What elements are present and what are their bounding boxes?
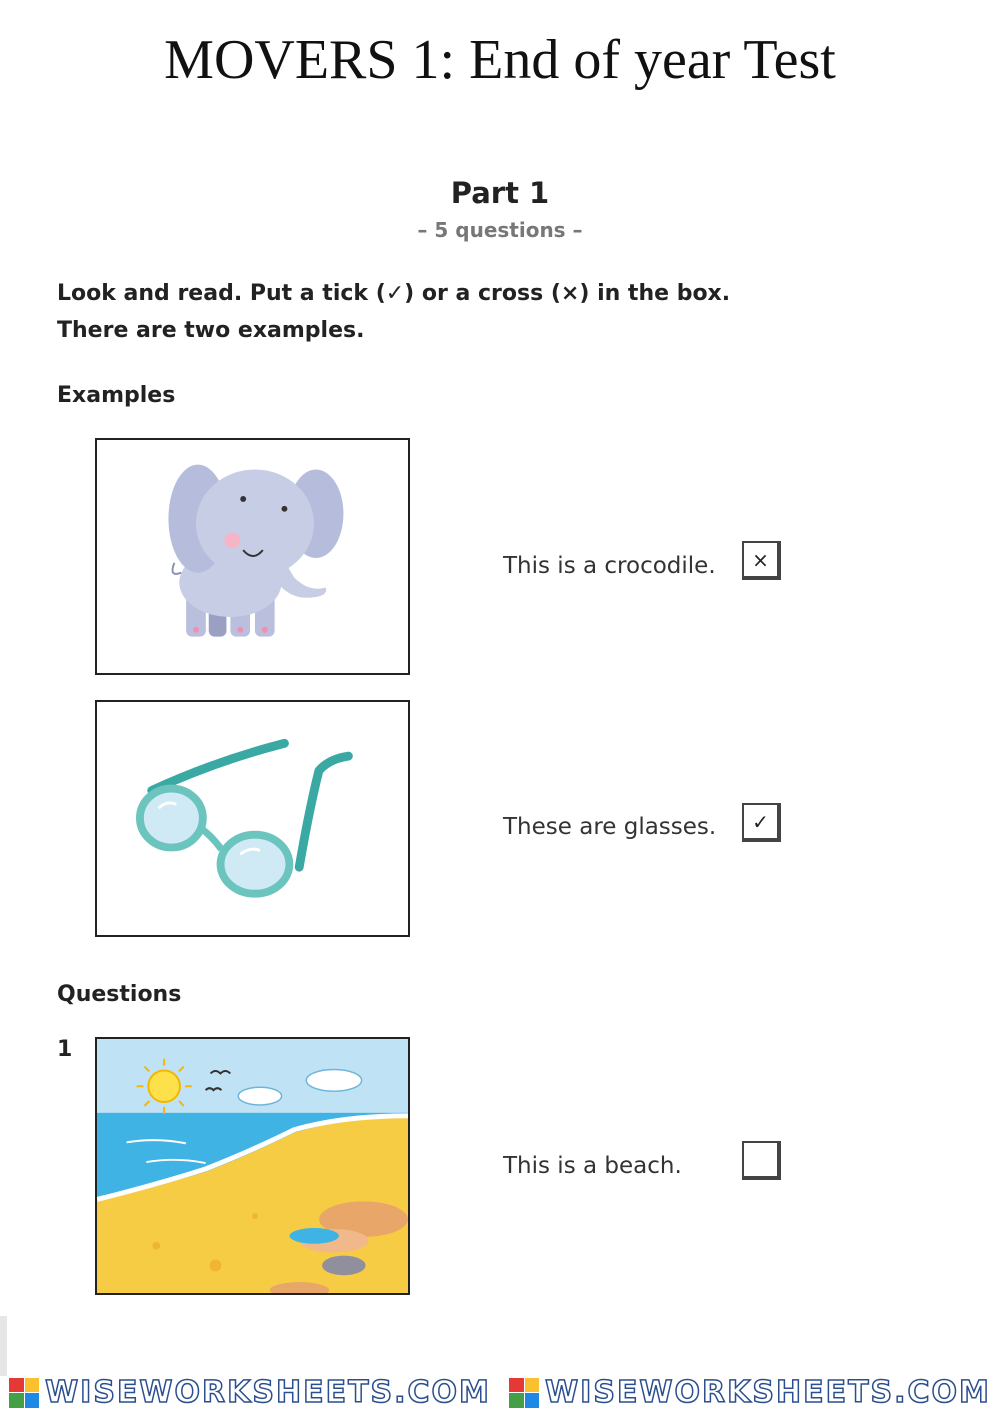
part-title: Part 1 [450,176,550,210]
question-1-answer-box[interactable] [742,1141,781,1180]
wiseworksheets-logo-icon [9,1378,39,1408]
questions-heading: Questions [57,982,182,1007]
watermark [9,1375,491,1410]
elephant-icon [97,440,408,673]
glasses-picture [95,700,410,937]
question-1-sentence: This is a beach. [503,1153,682,1179]
watermark-footer [0,1372,1000,1413]
elephant-picture [95,438,410,675]
part-subtitle: – 5 questions – [417,218,583,242]
beach-icon [97,1039,408,1293]
wiseworksheets-logo-icon [509,1378,539,1408]
example-2-sentence: These are glasses. [503,814,717,840]
example-1-answer-box[interactable]: × [742,541,781,580]
page-title: MOVERS 1: End of year Test [164,29,836,91]
examples-heading: Examples [57,383,176,408]
instruction-line-2: There are two examples. [57,318,365,343]
example-2-answer-box[interactable]: ✓ [742,803,781,842]
page-edge-mark [0,1316,7,1376]
example-1-sentence: This is a crocodile. [503,553,716,579]
watermark-text: WISEWORKSHEETS.COM [45,1375,491,1410]
instruction-line-1: Look and read. Put a tick (✓) or a cross (×) in the box. [57,281,731,306]
watermark [509,1375,991,1410]
glasses-icon [97,702,408,935]
question-1-number: 1 [57,1037,73,1062]
beach-picture [95,1037,410,1295]
watermark-text: WISEWORKSHEETS.COM [545,1375,991,1410]
